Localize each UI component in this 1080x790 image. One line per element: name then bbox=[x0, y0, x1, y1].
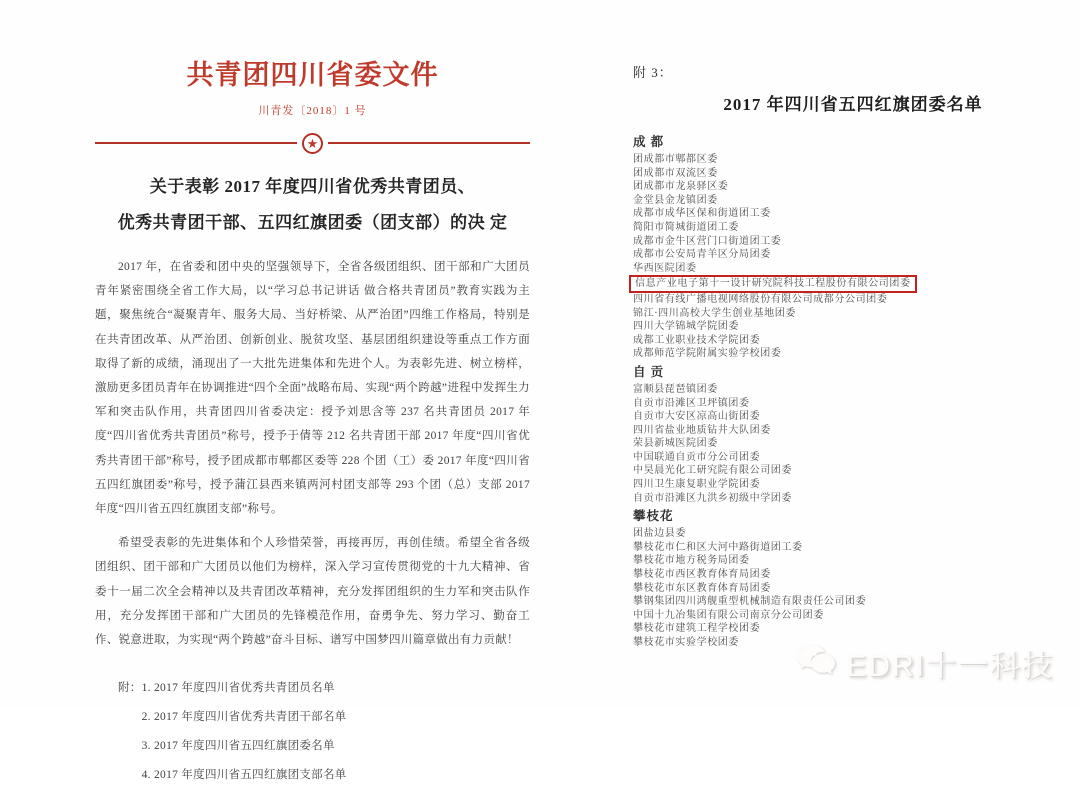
committee-item: 团成都市郫都区委 bbox=[633, 154, 718, 165]
committee-item: 自贡市大安区凉高山街团委 bbox=[633, 411, 761, 423]
committee-item: 成都师范学院附属实验学校团委 bbox=[633, 348, 782, 360]
document-number: 川青发〔2018〕1 号 bbox=[258, 105, 367, 117]
committee-item: 成都工业职业技术学院团委 bbox=[633, 334, 761, 346]
document-page-left bbox=[70, 58, 555, 790]
committee-item: 锦江·四川高校大学生创业基地团委 bbox=[633, 307, 796, 319]
committee-item: 荣县新城医院团委 bbox=[633, 438, 718, 450]
section-chengdu bbox=[633, 135, 1073, 361]
section-zigong bbox=[633, 365, 1073, 505]
committee-item: 富顺县琵琶镇团委 bbox=[633, 383, 718, 395]
committee-item: 团成都市双流区委 bbox=[633, 167, 718, 179]
section-header-zigong: 自 贡 bbox=[633, 364, 665, 379]
committee-item: 成都市金牛区营门口街道团工委 bbox=[633, 235, 782, 247]
red-star-divider bbox=[95, 131, 530, 155]
committee-item: 金堂县金龙镇团委 bbox=[633, 194, 718, 206]
committee-item: 华西医院团委 bbox=[633, 262, 697, 274]
committee-item: 自贡市沿滩区九洪乡初级中学团委 bbox=[633, 492, 792, 504]
document-title-line1: 关于表彰 2017 年度四川省优秀共青团员、 bbox=[149, 177, 476, 196]
attachments-label: 附： bbox=[118, 682, 142, 695]
committee-item: 中国联通自贡市分公司团委 bbox=[633, 451, 761, 463]
appendix-title: 2017 年四川省五四红旗团委名单 bbox=[723, 95, 983, 114]
document-body bbox=[95, 255, 530, 652]
committee-item: 成都市公安局青羊区分局团委 bbox=[633, 249, 771, 261]
attachments-list bbox=[142, 674, 347, 790]
star-icon: ★ bbox=[302, 133, 323, 154]
document-header-title: 共青团四川省委文件 bbox=[186, 60, 439, 90]
committee-item: 简阳市简城街道团工委 bbox=[633, 221, 739, 233]
committee-item: 四川大学锦城学院团委 bbox=[633, 321, 739, 333]
watermark bbox=[796, 641, 1054, 685]
document-title-line2: 优秀共青团干部、五四红旗团委（团支部）的决 定 bbox=[117, 213, 508, 232]
committee-item: 攀枝花市建筑工程学校团委 bbox=[633, 623, 761, 635]
section-panzhihua bbox=[633, 509, 1073, 649]
committee-item: 攀枝花市地方税务局团委 bbox=[633, 555, 750, 567]
section-list-panzhihua bbox=[633, 527, 1073, 649]
section-header-chengdu: 成 都 bbox=[633, 135, 665, 149]
wechat-icon bbox=[796, 643, 838, 684]
appendix-label: 附 3： bbox=[633, 65, 673, 80]
document-page-right bbox=[633, 62, 1073, 650]
city-sections bbox=[633, 135, 1073, 650]
attachment-item: 3. 2017 年度四川省五四红旗团委名单 bbox=[141, 740, 335, 753]
committee-item: 中国十九冶集团有限公司南京分公司团委 bbox=[633, 609, 824, 621]
attachment-item: 1. 2017 年度四川省优秀共青团员名单 bbox=[141, 682, 335, 695]
committee-item: 四川省盐业地质钻井大队团委 bbox=[633, 424, 771, 436]
attachment-item: 4. 2017 年度四川省五四红旗团支部名单 bbox=[141, 769, 347, 782]
committee-item: 成都市成华区保和街道团工委 bbox=[633, 208, 771, 220]
document-title bbox=[95, 169, 530, 241]
divider-line-right bbox=[328, 142, 530, 144]
committee-item: 中昊晨光化工研究院有限公司团委 bbox=[633, 465, 792, 477]
body-paragraph: 2017 年，在省委和团中央的坚强领导下，全省各级团组织、团干部和广大团员青年紧密围绕全省工作大局，以“学习总书记讲话 做合格共青团员”教育实践为主题，聚焦统合“凝聚青年、服务大局、当好桥梁、从严治团”四维工作格局，特别是在共青团改革、从严治团、创新创业、脱贫攻坚、基层团组织建设等重点工作方面取得了新的成绩，涌现出了一大批先进集体和先进个人。为表彰先进、树立榜样，激励更多团员青年在协调推进“四个全面”战略布局、实现“两个跨越”进程中发挥生力军和突击队作用，共青团四川省委决定：授予刘思含等 237 名共青团员 2017 年度“四川省优秀共青团员”称号，授予于倩等 212 名共青团干部 2017 年度“四川省优秀共青团干部”称号，授予团成都市郫都区委等 228 个团（工）委 2017 年度“四川省五四红旗团委”称号，授予蒲江县西来镇两河村团支部等 293 个团（总）支部 2017 年度“四川省五四红旗团支部”称号。 bbox=[95, 261, 530, 516]
committee-item: 攀枝花市东区教育体育局团委 bbox=[633, 582, 771, 594]
committee-item: 自贡市沿滩区卫坪镇团委 bbox=[633, 397, 750, 409]
committee-item: 四川省有线广播电视网络股份有限公司成都分公司团委 bbox=[633, 293, 888, 305]
attachment-item: 2. 2017 年度四川省优秀共青团干部名单 bbox=[141, 711, 347, 724]
section-list-zigong bbox=[633, 383, 1073, 505]
divider-line-left bbox=[95, 142, 297, 144]
attachments-block bbox=[95, 674, 530, 790]
committee-item: 攀枝花市仁和区大河中路街道团工委 bbox=[633, 541, 803, 553]
committee-item: 攀枝花市西区教育体育局团委 bbox=[633, 569, 771, 581]
committee-item: 信息产业电子第十一设计研究院科技工程股份有限公司团委 bbox=[633, 275, 1073, 293]
committee-item: 四川卫生康复职业学院团委 bbox=[633, 479, 761, 491]
body-paragraph: 希望受表彰的先进集体和个人珍惜荣誉，再接再厉，再创佳绩。希望全省各级团组织、团干部和广大团员以他们为榜样，深入学习宣传贯彻党的十九大精神、省委十一届二次全会精神以及共青团改革精神，充分发挥团组织的生力军和突击队作用，充分发挥团干部和广大团员的先锋模范作用，奋勇争先、努力学习、勤奋工作、锐意进取，为实现“两个跨越”奋斗目标、谱写中国梦四川篇章做出有力贡献！ bbox=[95, 537, 530, 647]
committee-item: 攀钢集团四川鸿舰重型机械制造有限责任公司团委 bbox=[633, 596, 867, 608]
committee-item: 攀枝花市实验学校团委 bbox=[633, 637, 739, 648]
section-header-panzhihua: 攀枝花 bbox=[633, 509, 674, 524]
watermark-text: EDRI十一科技 bbox=[846, 650, 1054, 683]
committee-item: 团成都市龙泉驿区委 bbox=[633, 181, 729, 193]
committee-item: 团盐边县委 bbox=[633, 528, 686, 540]
section-list-chengdu bbox=[633, 153, 1073, 361]
